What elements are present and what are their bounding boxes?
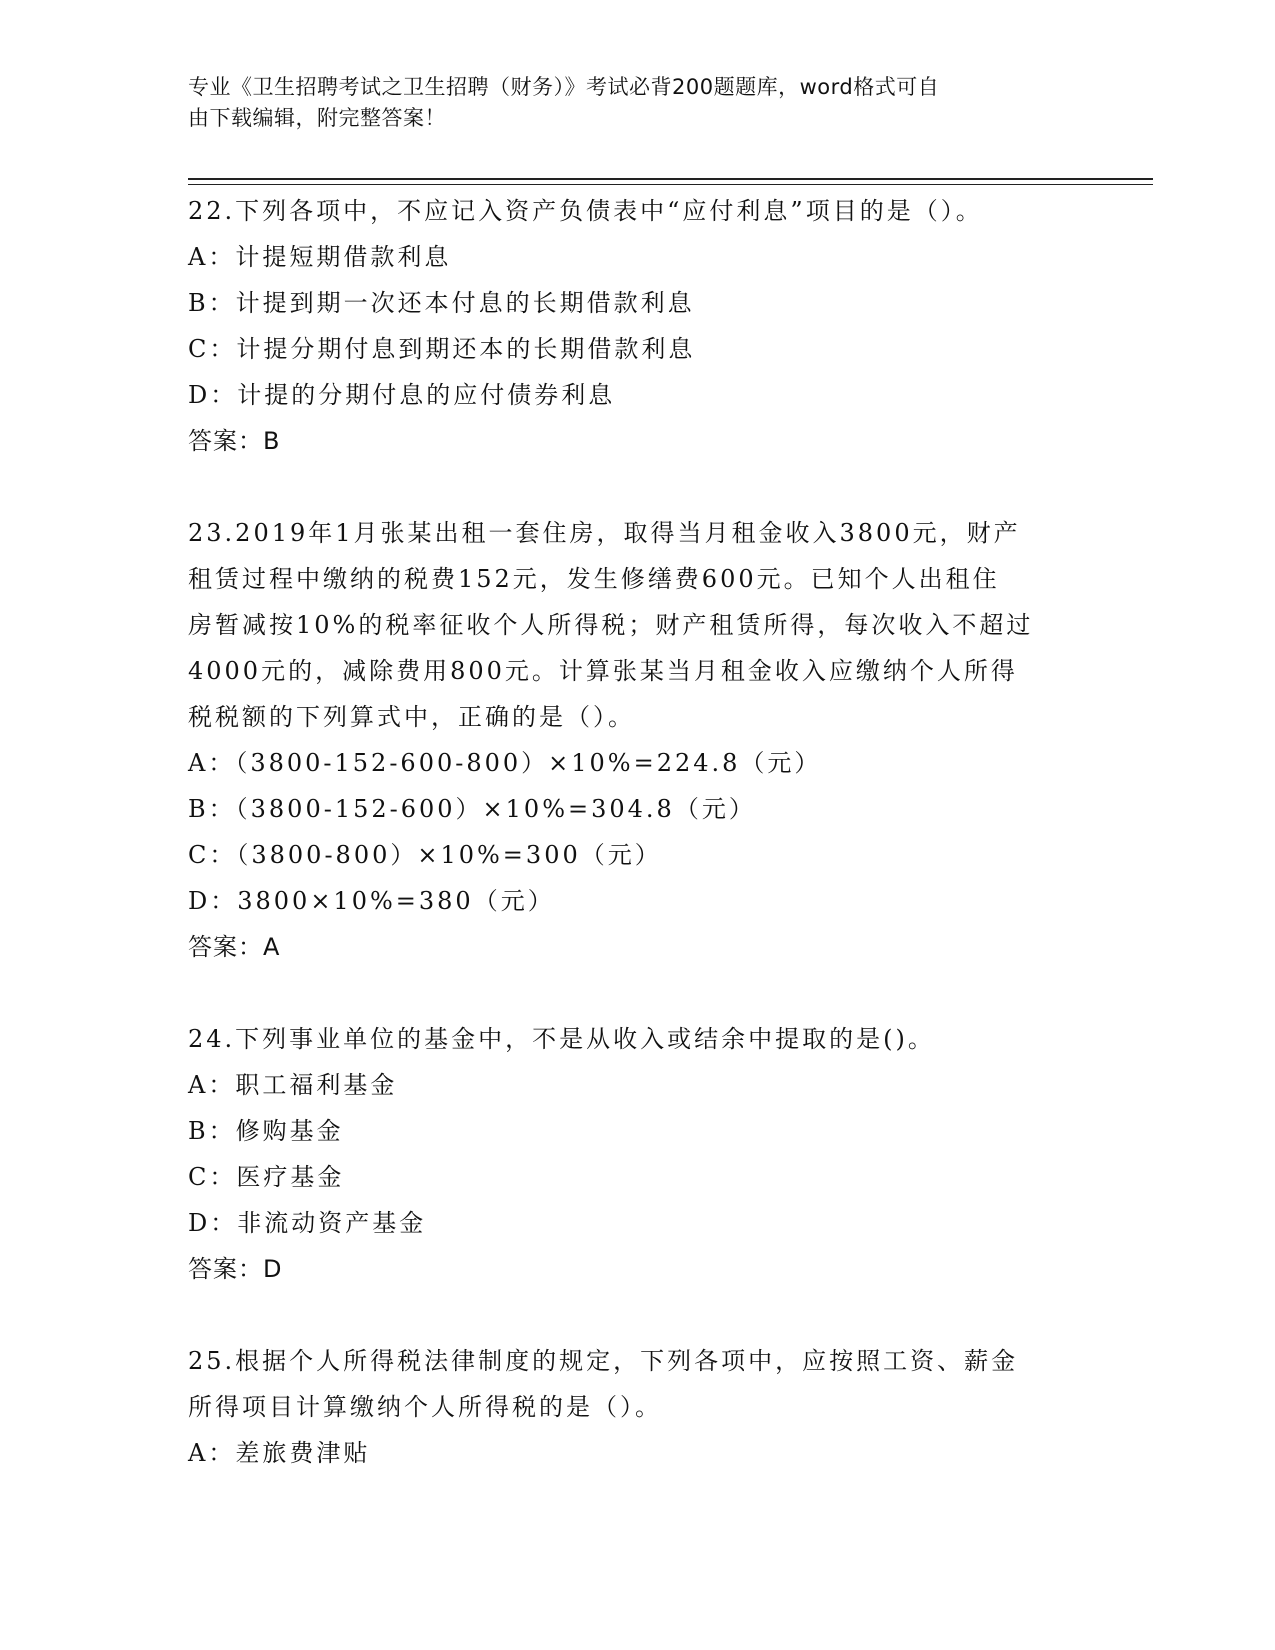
question-25 (188, 1338, 1088, 1476)
option-d: D：3800×10%=380（元） (188, 887, 555, 915)
option-a: A：差旅费津贴 (188, 1439, 371, 1467)
header-line: 由下载编辑，附完整答案！ (188, 106, 446, 130)
header-divider-thin (188, 184, 1153, 185)
question-list (188, 188, 1088, 1476)
question-22 (188, 188, 1088, 464)
option-b: B：计提到期一次还本付息的长期借款利息 (188, 289, 695, 317)
option-a: A：计提短期借款利息 (188, 243, 452, 271)
question-23 (188, 510, 1088, 970)
question-stem: 所得项目计算缴纳个人所得税的是（）。 (188, 1393, 662, 1421)
question-stem: 24.下列事业单位的基金中，不是从收入或结余中提取的是()。 (188, 1025, 935, 1053)
question-stem: 23.2019年1月张某出租一套住房，取得当月租金收入3800元，财产 (188, 519, 1021, 547)
header-divider (188, 178, 1153, 180)
answer-line: 答案：B (188, 427, 281, 455)
question-stem: 税税额的下列算式中，正确的是（）。 (188, 703, 635, 731)
option-c: C：（3800-800）×10%=300（元） (188, 841, 662, 869)
option-a: A：职工福利基金 (188, 1071, 398, 1099)
option-b: B：（3800-152-600）×10%=304.8（元） (188, 795, 756, 823)
answer-line: 答案：D (188, 1255, 283, 1283)
document-header (188, 72, 1088, 134)
answer-line: 答案：A (188, 933, 281, 961)
question-stem: 租赁过程中缴纳的税费152元，发生修缮费600元。已知个人出租住 (188, 565, 1000, 593)
question-stem: 房暂减按10%的税率征收个人所得税；财产租赁所得，每次收入不超过 (188, 611, 1034, 639)
option-c: C：医疗基金 (188, 1163, 345, 1191)
option-b: B：修购基金 (188, 1117, 344, 1145)
question-24 (188, 1016, 1088, 1292)
question-stem: 25.根据个人所得税法律制度的规定，下列各项中，应按照工资、薪金 (188, 1347, 1019, 1375)
question-stem: 22.下列各项中，不应记入资产负债表中“应付利息”项目的是（）。 (188, 197, 983, 225)
option-c: C：计提分期付息到期还本的长期借款利息 (188, 335, 696, 363)
header-line: 专业《卫生招聘考试之卫生招聘（财务）》考试必背200题题库，word格式可自 (188, 75, 940, 99)
option-d: D：非流动资产基金 (188, 1209, 427, 1237)
option-d: D：计提的分期付息的应付债券利息 (188, 381, 616, 409)
option-a: A：（3800-152-600-800）×10%=224.8（元） (188, 749, 822, 777)
question-stem: 4000元的，减除费用800元。计算张某当月租金收入应缴纳个人所得 (188, 657, 1018, 685)
